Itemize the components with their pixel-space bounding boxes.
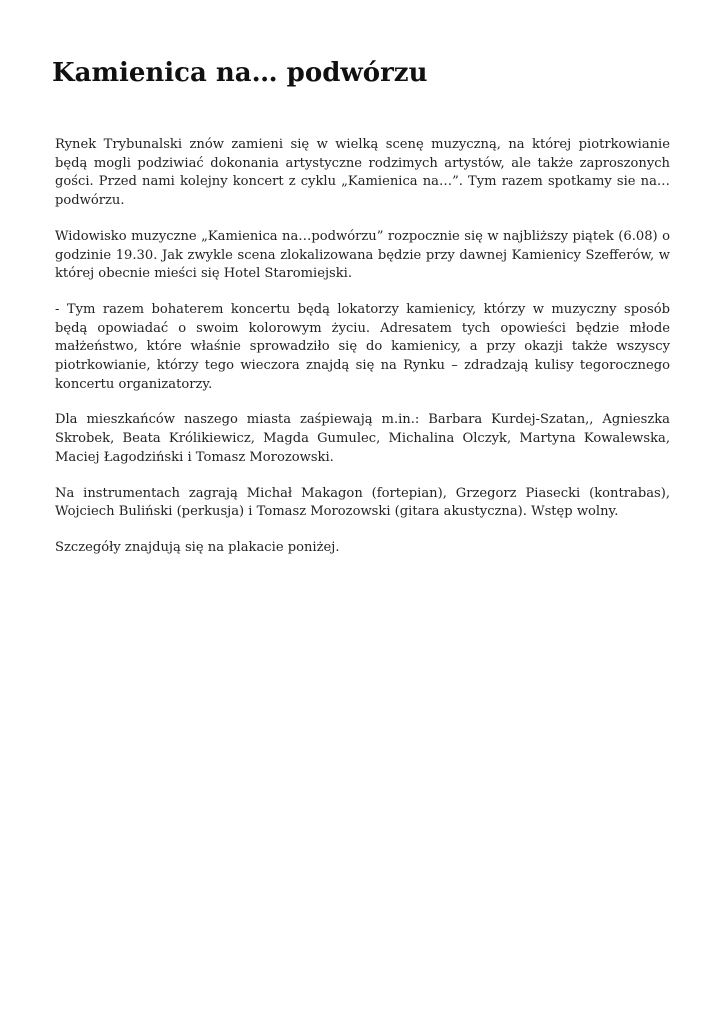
article-body — [55, 136, 670, 575]
article-paragraph-1: Rynek Trybunalski znów zamieni się w wielką scenę muzyczną, na której piotrkowianie będą mogli podziwiać dokonania artystyczne rodzimych artystów, ale także zaproszonych gości. Przed nami kolejny koncert z cyklu „Kamienica na…”. Tym razem spotkamy sie na… podwórzu. — [55, 137, 670, 209]
article-paragraph-6: Szczegóły znajdują się na plakacie poniżej. — [55, 539, 340, 555]
article-paragraph-2: Widowisko muzyczne „Kamienica na…podwórzu” rozpocznie się w najbliższy piątek (6.08) o godzinie 19.30. Jak zwykle scena zlokalizowana będzie przy dawnej Kamienicy Szefferów, w której obecnie mieści się Hotel Staromiejski. — [55, 228, 670, 282]
article-paragraph-4: Dla mieszkańców naszego miasta zaśpiewają m.in.: Barbara Kurdej-Szatan,, Agnieszka Skrobek, Beata Królikiewicz, Magda Gumulec, Michalina Olczyk, Martyna Kowalewska, Maciej Łagodziński i Tomasz Morozowski. — [55, 412, 670, 465]
article-paragraph-5: Na instrumentach zagrają Michał Makagon (fortepian), Grzegorz Piasecki (kontrabas), Wojciech Buliński (perkusja) i Tomasz Morozowski (gitara akustyczna). Wstęp wolny. — [55, 485, 670, 520]
article-paragraph-3: - Tym razem bohaterem koncertu będą lokatorzy kamienicy, którzy w muzyczny sposób będą opowiadać o swoim kolorowym życiu. Adresatem tych opowieści będzie młode małżeństwo, które właśnie sprowadziło się do kamienicy, a przy okazji także wszyscy piotrkowianie, którzy tego wieczora znajdą się na Rynku – zdradzają kulisy tegorocznego koncertu organizatorzy. — [55, 301, 670, 392]
article-title: Kamienica na… podwórzu — [52, 58, 428, 88]
